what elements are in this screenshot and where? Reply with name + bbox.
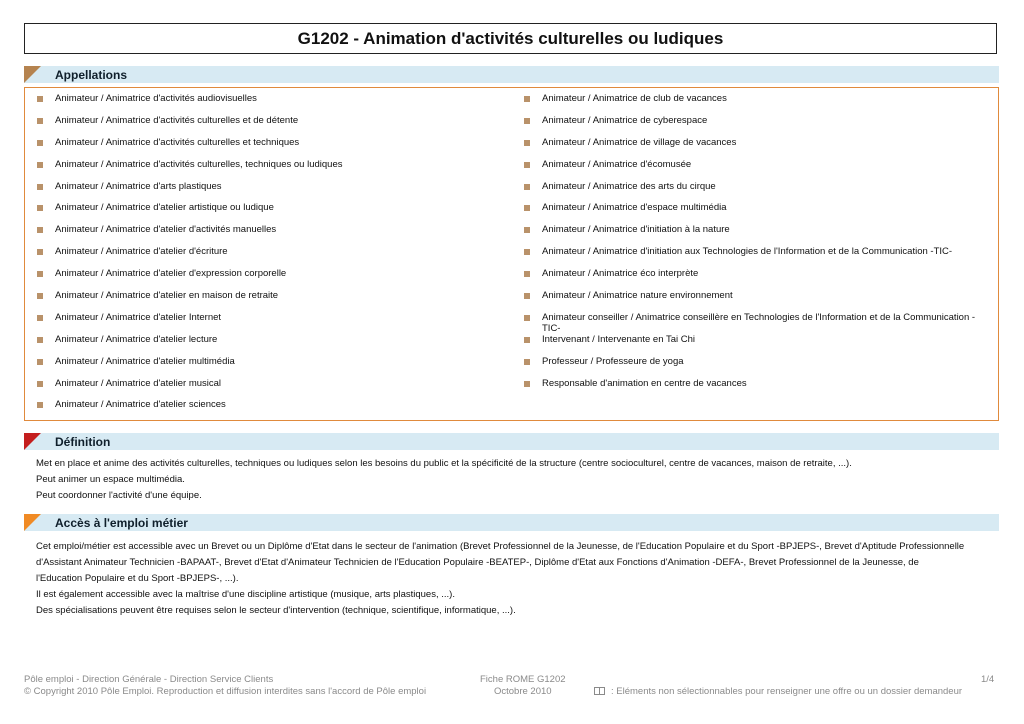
bullet-square-icon [524, 359, 530, 365]
bullet-square-icon [37, 271, 43, 277]
bullet-square-icon [37, 140, 43, 146]
appellation-item [37, 290, 507, 312]
bullet-square-icon [524, 337, 530, 343]
appellation-item [37, 399, 507, 421]
appellation-item [37, 159, 507, 181]
definition-line: Peut coordonner l'activité d'une équipe. [36, 490, 202, 501]
appellation-item [524, 181, 986, 203]
footer-date: Octobre 2010 [494, 686, 552, 697]
appellation-label: Animateur / Animatrice d'atelier musical [55, 377, 222, 389]
appellation-label: Animateur / Animatrice d'activités culturelles et techniques [55, 136, 300, 148]
appellation-label: Animateur / Animatrice d'atelier lecture [55, 333, 218, 345]
appellation-item [37, 312, 507, 334]
appellation-item [37, 268, 507, 290]
appellation-label: Animateur / Animatrice éco interprète [542, 268, 699, 280]
appellation-item [37, 378, 507, 400]
appellation-label: Animateur / Animatrice d'arts plastiques [55, 180, 222, 192]
appellation-item [524, 268, 986, 290]
appellation-item [524, 246, 986, 268]
bullet-square-icon [524, 293, 530, 299]
bullet-square-icon [37, 118, 43, 124]
appellation-label: Animateur / Animatrice d'activités audiovisuelles [55, 93, 257, 104]
appellation-item [524, 137, 986, 159]
appellation-label: Animateur / Animatrice d'atelier Internet [55, 311, 222, 323]
appellation-label: Animateur / Animatrice d'atelier multimédia [55, 355, 235, 367]
appellation-label: Animateur / Animatrice de cyberespace [542, 114, 708, 126]
page-title: G1202 - Animation d'activités culturelles ou ludiques [24, 23, 997, 54]
appellation-item [37, 334, 507, 356]
appellation-item [524, 334, 986, 356]
appellation-label: Animateur / Animatrice d'initiation aux Technologies de l'Information et de la Communication -TIC- [542, 246, 953, 258]
appellation-label: Animateur / Animatrice de club de vacances [542, 93, 727, 104]
appellation-label: Animateur / Animatrice nature environnement [542, 290, 733, 302]
footer-note-text: : Eléments non sélectionnables pour renseigner une offre ou un dossier demandeur [611, 686, 963, 697]
appellation-label: Animateur / Animatrice d'écomusée [542, 158, 692, 170]
appellation-label: Animateur / Animatrice d'espace multimédia [542, 202, 727, 214]
appellation-label: Intervenant / Intervenante en Tai Chi [542, 333, 695, 345]
appellation-label: Animateur conseiller / Animatrice conseillère en Technologies de l'Information et de la Communication -TIC- [542, 311, 976, 334]
appellation-item [37, 202, 507, 224]
acces-line: l'Education Populaire et du Sport -BPJEPS-, ...). [36, 573, 239, 584]
bullet-square-icon [524, 184, 530, 190]
appellation-label: Animateur / Animatrice des arts du cirque [542, 180, 716, 192]
appellation-item [524, 115, 986, 137]
acces-text [36, 539, 991, 619]
appellation-label: Animateur / Animatrice d'atelier d'activités manuelles [55, 224, 277, 236]
definition-line: Met en place et anime des activités culturelles, techniques ou ludiques selon les besoins du public et la spécificité de la structure (centre socioculturel, centre de vacances, maison de retraite, ...). [36, 458, 852, 469]
bullet-square-icon [37, 315, 43, 321]
appellation-item [37, 93, 507, 115]
footer-copyright: © Copyright 2010 Pôle Emploi. Reproduction et diffusion interdites sans l'accord de Pôle emploi [24, 686, 427, 697]
appellation-label: Professeur / Professeure de yoga [542, 355, 684, 367]
appellation-label: Animateur / Animatrice d'atelier sciences [55, 399, 226, 411]
appellation-item [37, 224, 507, 246]
bullet-square-icon [524, 315, 530, 321]
appellation-item [524, 356, 986, 378]
footer-page-number: 1/4 [981, 674, 995, 685]
bullet-square-icon [37, 249, 43, 255]
bullet-square-icon [37, 162, 43, 168]
bullet-square-icon [524, 249, 530, 255]
appellation-item [37, 246, 507, 268]
footer-fiche: Fiche ROME G1202 [480, 674, 566, 685]
acces-line: d'Assistant Animateur Technicien -BAPAAT-, Brevet d'Etat d'Animateur Technicien de l'Education Populaire -BEATEP-, Diplôme d'Etat aux Fonctions d'Animation -DEFA-, Brevet Professionnel de la Jeunesse, de [36, 557, 919, 568]
acces-line: Des spécialisations peuvent être requises selon le secteur d'intervention (technique, scientifique, informatique, ...). [36, 605, 516, 616]
section-marker-icon [24, 433, 41, 450]
appellation-item [524, 312, 986, 334]
appellation-item [37, 137, 507, 159]
appellation-label: Animateur / Animatrice d'atelier en maison de retraite [55, 290, 279, 302]
appellations-column-left [37, 93, 507, 421]
appellations-list [24, 87, 999, 421]
bullet-square-icon [524, 381, 530, 387]
appellation-label: Animateur / Animatrice d'activités culturelles et de détente [55, 114, 299, 126]
appellations-column-right [524, 93, 986, 399]
appellation-item [524, 202, 986, 224]
bullet-square-icon [524, 162, 530, 168]
appellation-item [37, 115, 507, 137]
appellation-label: Animateur / Animatrice de village de vacances [542, 136, 737, 148]
bullet-square-icon [37, 293, 43, 299]
appellation-label: Responsable d'animation en centre de vacances [542, 377, 747, 389]
bullet-square-icon [524, 205, 530, 211]
bullet-square-icon [37, 205, 43, 211]
appellation-item [524, 93, 986, 115]
bullet-square-icon [524, 140, 530, 146]
appellation-label: Animateur / Animatrice d'atelier d'écriture [55, 246, 228, 258]
appellation-item [524, 378, 986, 400]
section-title-acces: Accès à l'emploi métier [55, 515, 188, 530]
bullet-square-icon [37, 96, 43, 102]
appellation-item [37, 356, 507, 378]
book-icon [594, 687, 605, 695]
section-header-acces [24, 514, 999, 531]
acces-line: Cet emploi/métier est accessible avec un Brevet ou un Diplôme d'Etat dans le secteur de l'animation (Brevet Professionnel de la Jeunesse, de l'Education Populaire et du Sport -BPJEPS-, Brevet d'Aptitude Professionnelle [36, 541, 965, 552]
appellation-label: Animateur / Animatrice d'atelier artistique ou ludique [55, 202, 274, 214]
bullet-square-icon [524, 118, 530, 124]
bullet-square-icon [37, 227, 43, 233]
bullet-square-icon [37, 184, 43, 190]
section-header-definition [24, 433, 999, 450]
appellation-label: Animateur / Animatrice d'initiation à la nature [542, 224, 730, 236]
appellation-label: Animateur / Animatrice d'activités culturelles, techniques ou ludiques [55, 158, 343, 170]
appellation-item [524, 224, 986, 246]
appellation-label: Animateur / Animatrice d'atelier d'expression corporelle [55, 268, 287, 280]
appellation-item [524, 159, 986, 181]
definition-text [36, 456, 991, 504]
bullet-square-icon [37, 402, 43, 408]
section-title-definition: Définition [55, 434, 111, 449]
bullet-square-icon [37, 337, 43, 343]
section-marker-icon [24, 66, 41, 83]
bullet-square-icon [37, 359, 43, 365]
section-marker-icon [24, 514, 41, 531]
acces-line: Il est également accessible avec la maîtrise d'une discipline artistique (musique, arts plastiques, ...). [36, 589, 455, 600]
section-header-appellations [24, 66, 999, 83]
section-title-appellations: Appellations [55, 67, 128, 82]
bullet-square-icon [524, 96, 530, 102]
appellation-item [524, 290, 986, 312]
footer-note [594, 686, 962, 698]
bullet-square-icon [524, 271, 530, 277]
appellation-item [37, 181, 507, 203]
definition-line: Peut animer un espace multimédia. [36, 474, 185, 485]
bullet-square-icon [37, 381, 43, 387]
footer-org: Pôle emploi - Direction Générale - Direction Service Clients [24, 674, 274, 685]
bullet-square-icon [524, 227, 530, 233]
